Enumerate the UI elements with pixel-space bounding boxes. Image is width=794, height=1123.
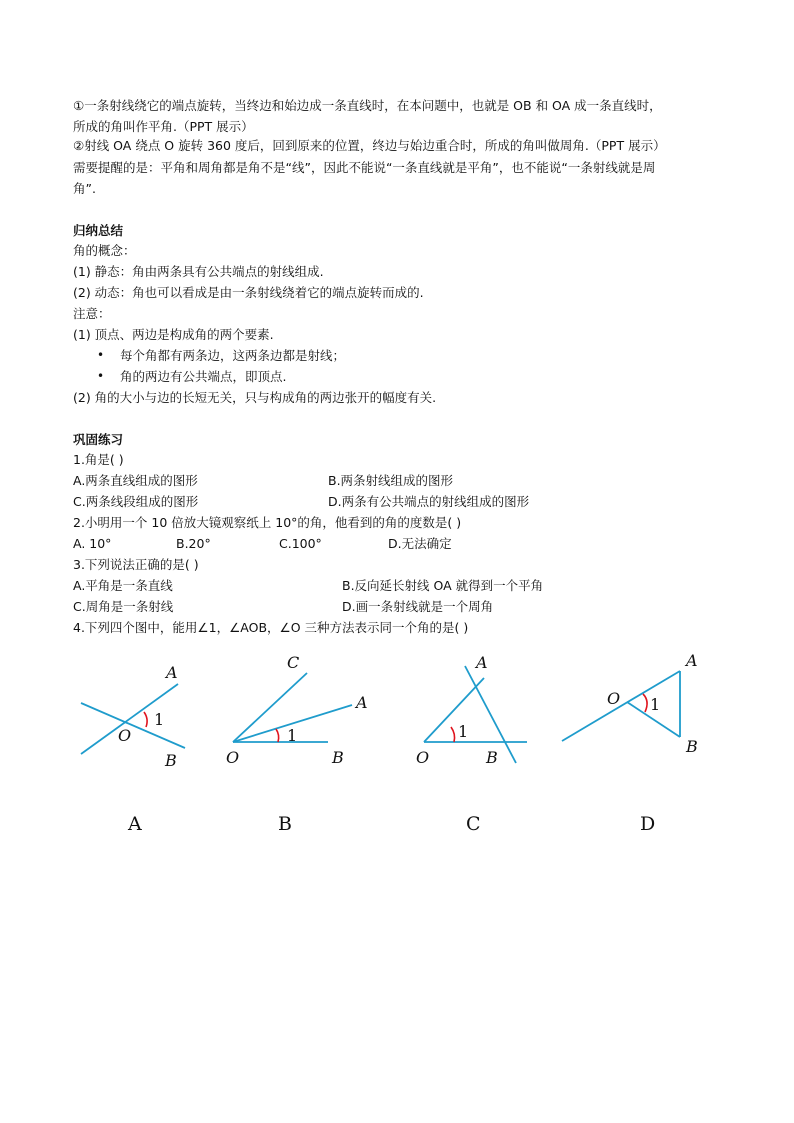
summary-bullet2: 角的两边有公共端点，即顶点. xyxy=(120,369,287,384)
question-4: 4.下列四个图中，能用∠1，∠AOB，∠O 三种方法表示同一个角的是( ) xyxy=(73,620,469,635)
figure-b-label-c: C xyxy=(287,653,300,672)
figure-c-label-b: B xyxy=(486,748,498,767)
figure-d xyxy=(562,651,698,835)
intro-p1-line2: 所成的角叫作平角.（PPT 展示） xyxy=(73,119,254,134)
figure-b-label-b: B xyxy=(332,748,344,767)
question-2: 2.小明用一个 10 倍放大镜观察纸上 10°的角，他看到的角的度数是( ) xyxy=(73,515,462,530)
figure-a-label-o: O xyxy=(118,726,132,745)
figure-a-line-ob xyxy=(81,703,185,748)
figure-c-caption: C xyxy=(466,813,481,835)
bullet-dot: • xyxy=(97,369,105,383)
figure-b-label-a: A xyxy=(356,693,368,712)
intro-p3-line2: 角”. xyxy=(73,181,96,196)
summary-note2: (2) 角的大小与边的长短无关，只与构成角的两边张开的幅度有关. xyxy=(73,390,437,405)
summary-note: 注意： xyxy=(73,306,111,321)
q3-option-c: C.周角是一条射线 xyxy=(73,599,174,614)
q3-option-a: A.平角是一条直线 xyxy=(73,578,173,593)
q2-option-a: A. 10° xyxy=(73,536,112,551)
figure-d-angle-arc xyxy=(643,694,647,712)
figure-b-label-1: 1 xyxy=(287,726,298,745)
practice-heading: 巩固练习 xyxy=(73,432,124,447)
figure-a-label-1: 1 xyxy=(154,710,165,729)
figure-d-label-1: 1 xyxy=(650,695,661,714)
summary-heading: 归纳总结 xyxy=(73,223,124,238)
q2-option-d: D.无法确定 xyxy=(388,536,452,551)
figure-d-line-oa xyxy=(562,671,680,741)
figure-b-angle-arc xyxy=(276,729,279,742)
q3-option-b: B.反向延长射线 OA 就得到一个平角 xyxy=(342,578,544,593)
summary-bullet1: 每个角都有两条边，这两条边都是射线； xyxy=(120,348,346,363)
figure-a-angle-arc xyxy=(144,712,147,727)
summary-item2: (2) 动态：角也可以看成是由一条射线绕着它的端点旋转而成的. xyxy=(73,285,424,300)
figure-a xyxy=(81,663,185,835)
figure-d-caption: D xyxy=(640,813,656,835)
figure-a-caption: A xyxy=(128,813,142,835)
q1-option-a: A.两条直线组成的图形 xyxy=(73,473,198,488)
figure-c-angle-arc xyxy=(451,727,455,742)
q1-option-c: C.两条线段组成的图形 xyxy=(73,494,199,509)
figure-a-label-b: B xyxy=(165,751,177,770)
q3-option-d: D.画一条射线就是一个周角 xyxy=(342,599,494,614)
figure-c-label-o: O xyxy=(416,748,430,767)
figure-c-label-1: 1 xyxy=(458,722,469,741)
q1-option-d: D.两条有公共端点的射线组成的图形 xyxy=(328,494,530,509)
figure-d-label-a: A xyxy=(686,651,698,670)
intro-p2-line1: ②射线 OA 绕点 O 旋转 360 度后，回到原来的位置，终边与始边重合时，所成的角叫做周角.（PPT 展示） xyxy=(73,138,666,153)
intro-p1-line1: ①一条射线绕它的端点旋转，当终边和始边成一条直线时，在本问题中，也就是 OB 和 OA 成一条直线时， xyxy=(73,98,662,113)
q2-option-c: C.100° xyxy=(279,536,322,551)
question-4-figures xyxy=(70,648,740,848)
figure-d-label-o: O xyxy=(607,689,621,708)
summary-note1: (1) 顶点、两边是构成角的两个要素. xyxy=(73,327,274,342)
intro-p3-line1: 需要提醒的是：平角和周角都是角不是“线”，因此不能说“一条直线就是平角”，也不能说“一条射线就是周 xyxy=(73,160,656,175)
figure-b-caption: B xyxy=(278,813,292,835)
q2-option-b: B.20° xyxy=(176,536,211,551)
summary-concept: 角的概念： xyxy=(73,243,136,258)
question-1: 1.角是( ) xyxy=(73,452,124,467)
q1-option-b: B.两条射线组成的图形 xyxy=(328,473,454,488)
bullet-dot: • xyxy=(97,348,105,362)
figure-b xyxy=(226,653,368,835)
summary-item1: (1) 静态：角由两条具有公共端点的射线组成. xyxy=(73,264,324,279)
question-3: 3.下列说法正确的是( ) xyxy=(73,557,199,572)
figure-c xyxy=(416,653,527,835)
figure-a-label-a: A xyxy=(166,663,178,682)
figure-b-label-o: O xyxy=(226,748,240,767)
figure-d-label-b: B xyxy=(686,737,698,756)
figure-c-label-a: A xyxy=(476,653,488,672)
